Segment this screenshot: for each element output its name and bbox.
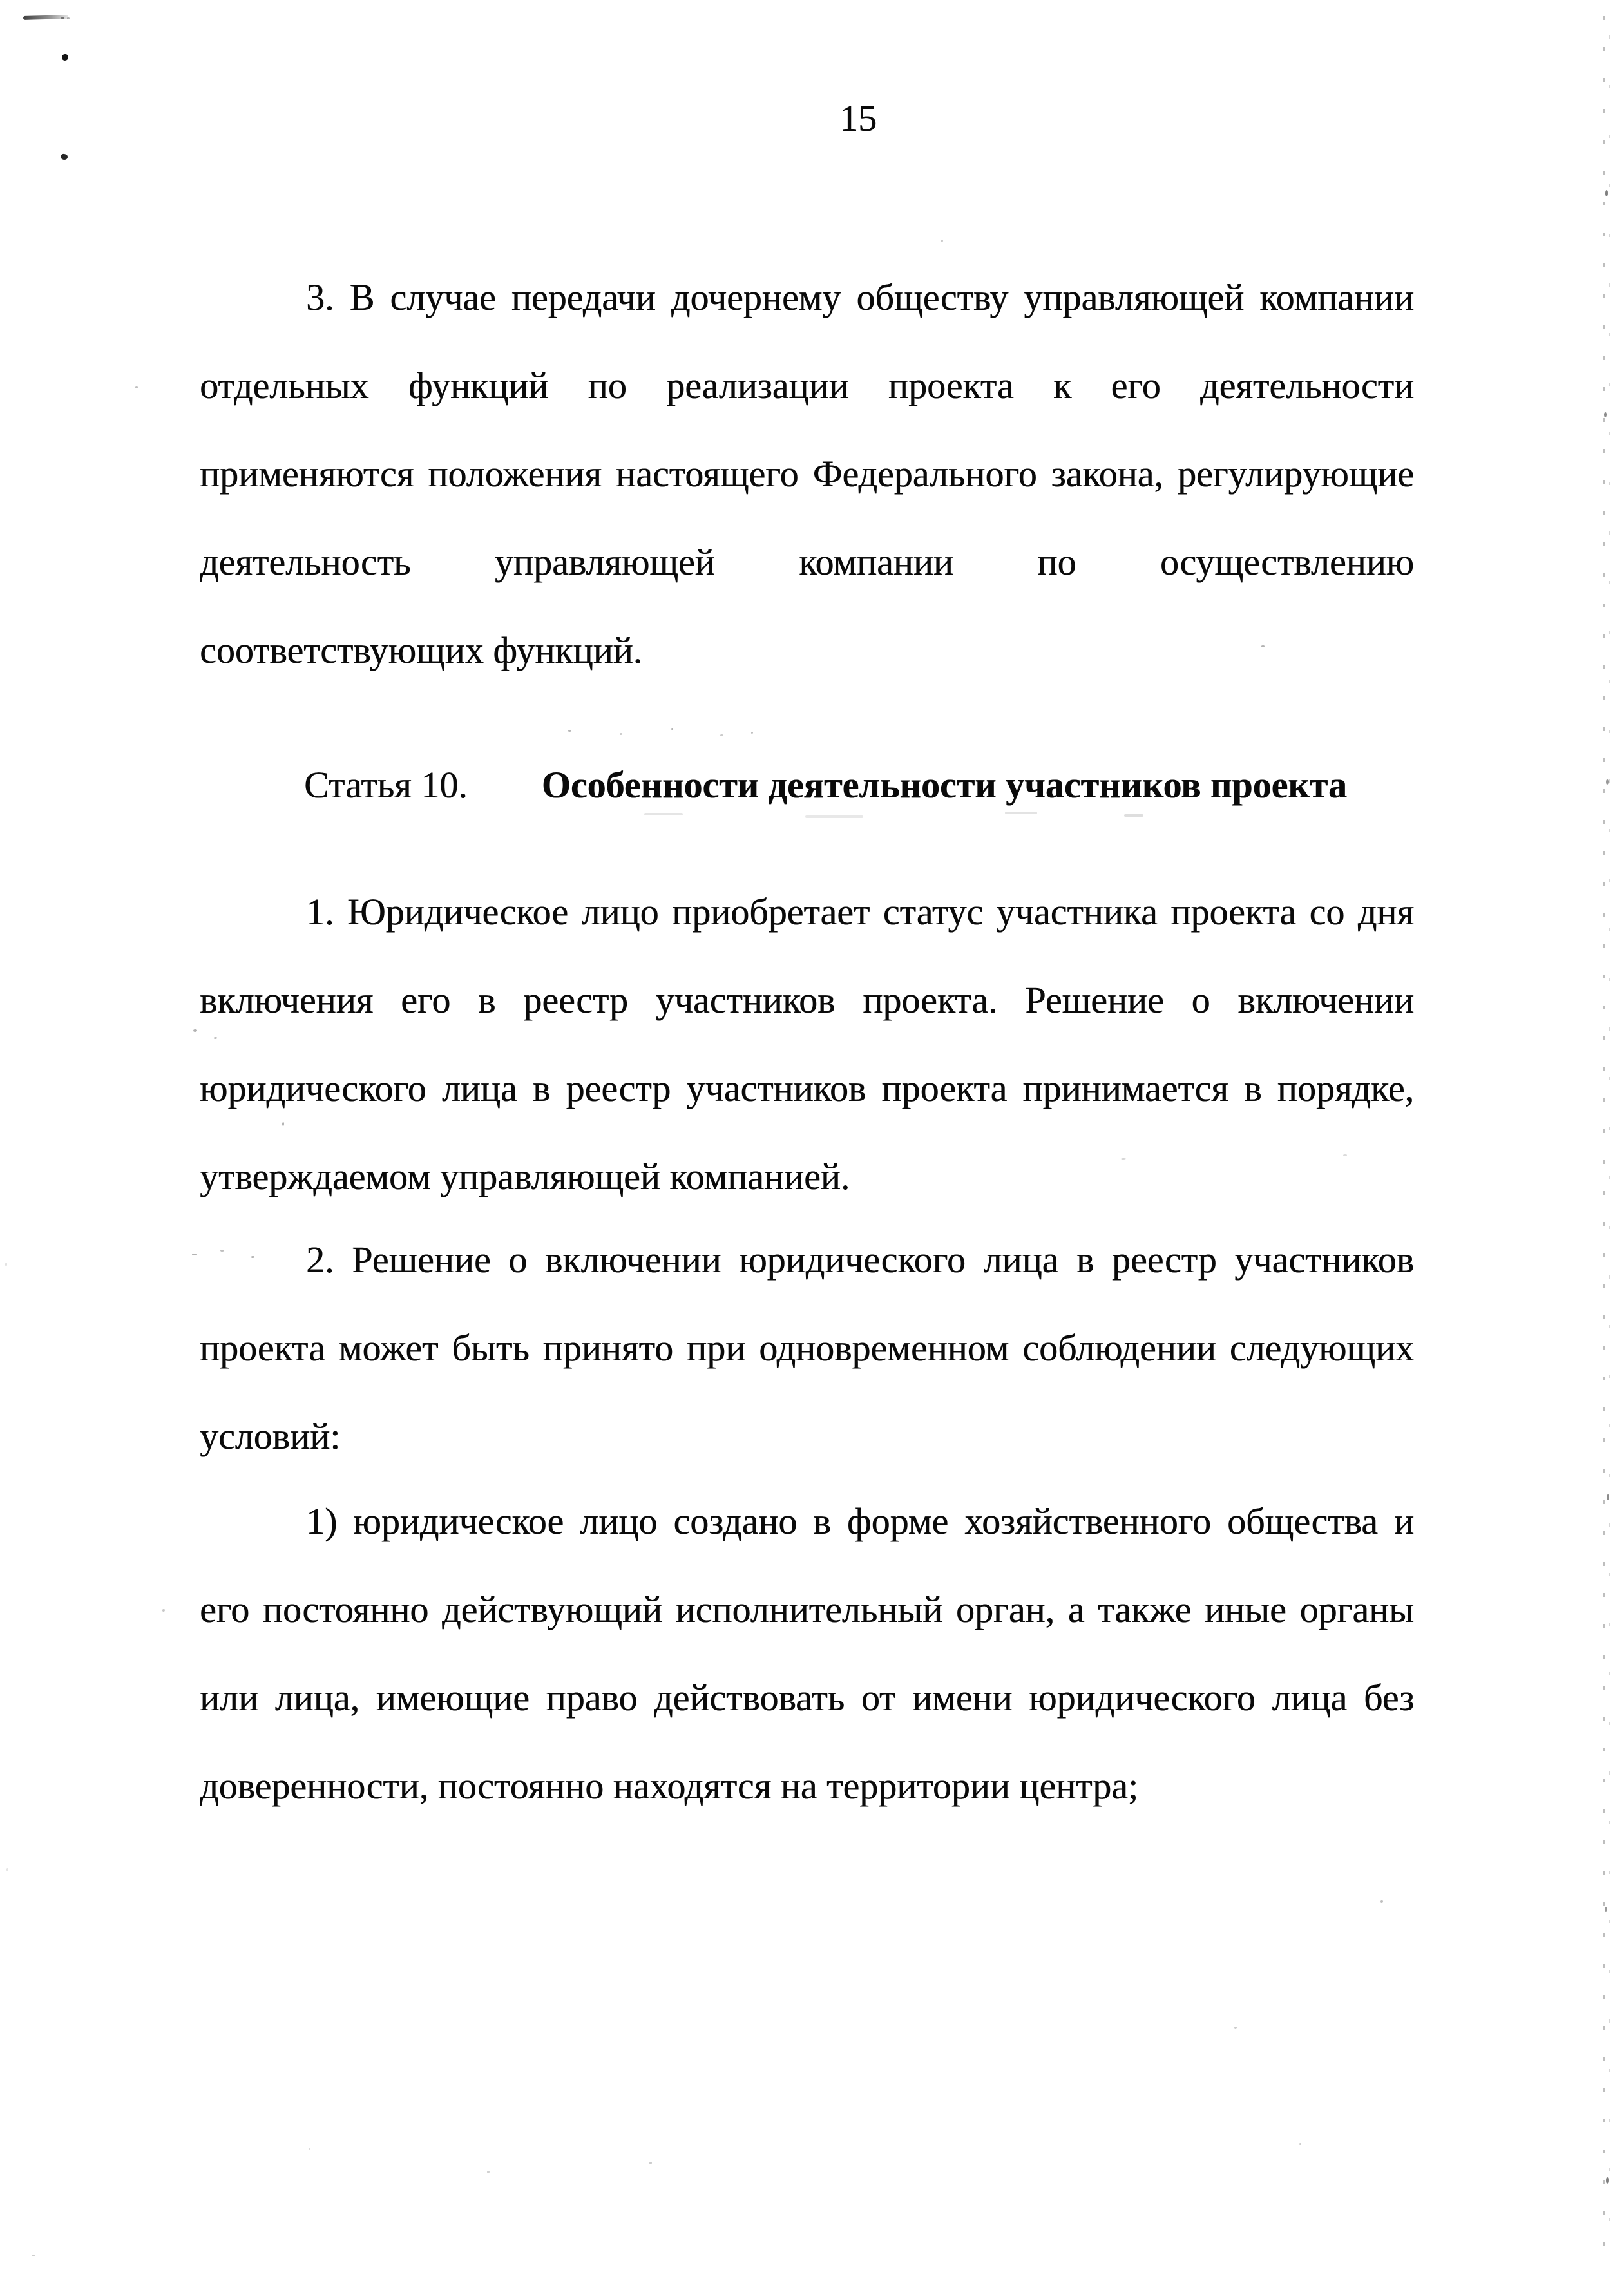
text-line: утверждаемом управляющей компанией. [200,1156,850,1197]
text-line: условий: [200,1415,341,1457]
scan-edge-noise [1603,16,1605,2251]
scan-artifact [32,2255,35,2256]
scan-artifact [1380,1900,1383,1903]
text-line: отдельных функций по реализации проекта к его деятельности [200,365,1414,406]
scan-artifact [1005,812,1037,814]
scan-artifact [1605,190,1608,196]
paragraph-2 [200,1216,1414,1480]
scan-artifact [5,1263,7,1266]
scan-artifact [192,1254,197,1255]
scan-artifact [1606,779,1609,785]
scan-artifact [1605,1907,1607,1912]
scan-artifact [751,732,753,734]
scan-edge-noise [1609,35,1610,2245]
scan-artifact [568,730,571,732]
text-line: деятельность управляющей компании по осуществлению [200,541,1414,583]
paragraph-1 [200,868,1414,1221]
text-line: доверенности, постоянно находятся на территории центра; [200,1765,1139,1807]
scan-artifact [649,2162,652,2164]
text-line: 3. В случае передачи дочернему обществу управляющей компании [306,276,1414,318]
text-line: соответствующих функций. [200,629,643,671]
text-line: проекта может быть принято при одновременном соблюдении следующих [200,1327,1414,1369]
text-line: 2. Решение о включении юридического лица в реестр участников [306,1239,1414,1281]
scan-artifact [1234,2027,1237,2029]
text-line: применяются положения настоящего Федерального закона, регулирующие [200,453,1414,495]
scan-artifact [941,240,943,242]
text-line: 1) юридическое лицо создано в форме хозяйственного общества и [306,1500,1414,1542]
list-item-1 [200,1477,1414,1830]
scan-artifact [720,734,723,736]
scan-artifact [671,728,673,730]
page-number: 15 [839,97,877,139]
text-line: 1. Юридическое лицо приобретает статус участника проекта со дня [306,891,1414,933]
scan-artifact [1606,2177,1609,2184]
scan-artifact [309,2148,310,2150]
scan-artifact [487,2171,490,2173]
scan-artifact [162,1609,165,1612]
text-line: включения его в реестр участников проекта. Решение о включении [200,979,1414,1021]
scan-artifact [620,733,622,735]
scan-artifact [193,1029,197,1032]
paragraph-3 [200,253,1414,694]
scan-artifact [62,54,68,61]
scan-artifact [6,1868,8,1871]
scan-artifact [1124,814,1143,817]
scan-artifact [60,153,68,161]
scan-artifact [1299,2143,1301,2145]
scan-artifact [61,17,64,19]
text-line: его постоянно действующий исполнительный орган, а также иные органы [200,1588,1414,1630]
scan-artifact [67,17,70,19]
article-title: Особенности деятельности участников проекта [541,764,1347,806]
article-number: Статья 10. [304,764,468,806]
text-line: юридического лица в реестр участников проекта принимается в порядке, [200,1067,1414,1109]
text-line: или лица, имеющие право действовать от имени юридического лица без [200,1677,1414,1719]
scan-artifact [805,815,863,818]
scan-artifact [1604,412,1607,417]
scan-artifact [644,813,683,815]
scan-artifact [135,386,138,388]
